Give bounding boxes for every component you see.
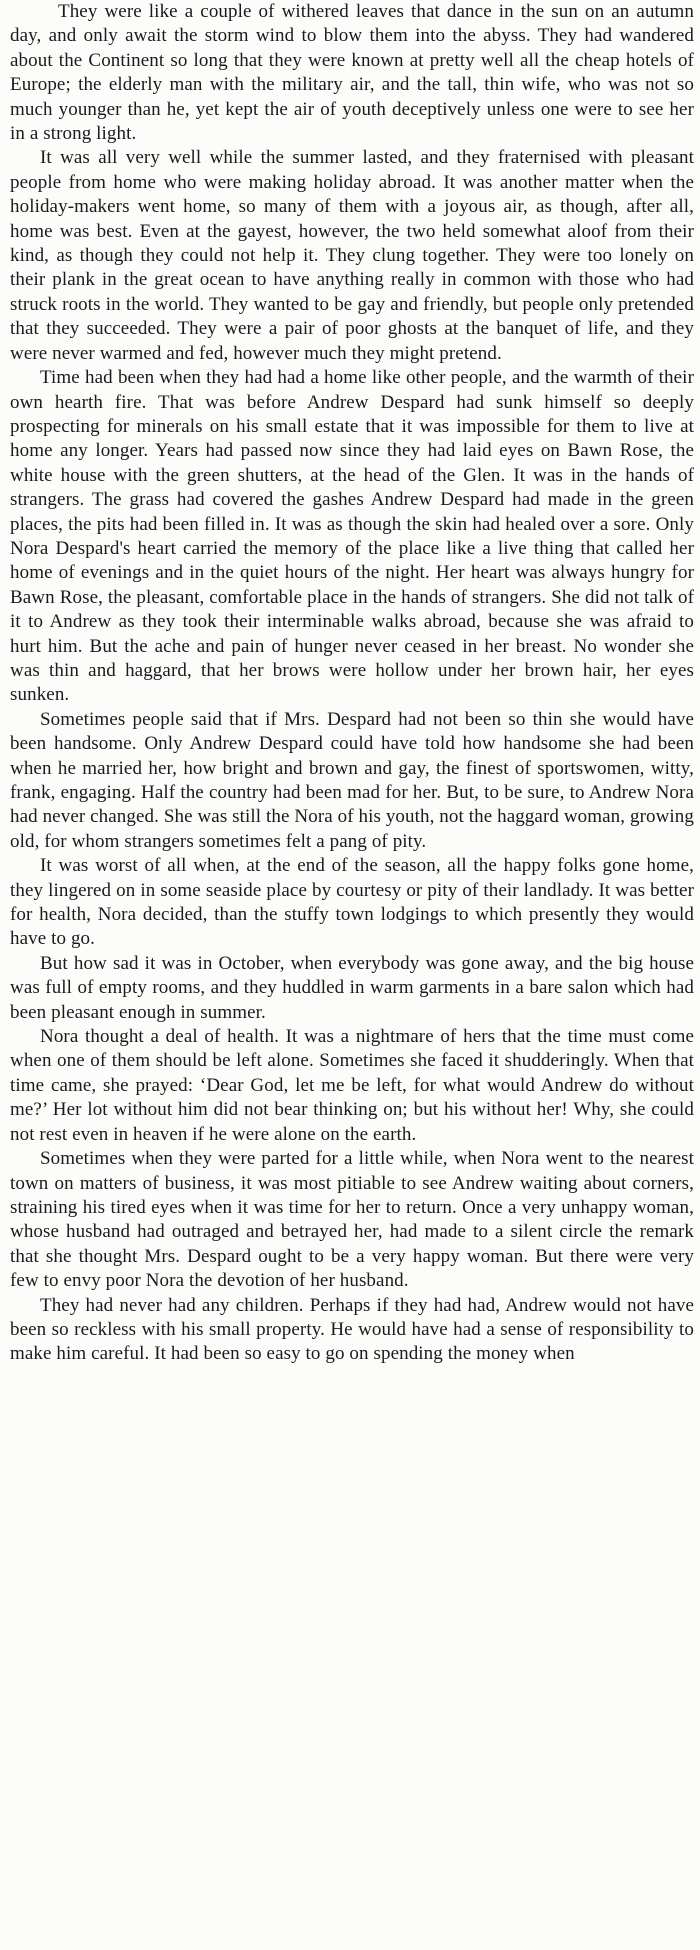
paragraph-1: They were like a couple of withered leaves that dance in the sun on an autumn day, and only await the storm wind to blow them into the abyss. They had wandered about the Continent so long that they were known at pretty well all the cheap hotels of Europe; the elderly man with the military air, and the tall, thin wife, who was not so much younger than he, yet kept the air of youth deceptively unless one were to see her in a strong light. — [10, 1, 694, 145]
paragraph-9: They had never had any children. Perhaps if they had had, Andrew would not have been so reckless with his small property. He would have had a sense of responsibility to make him careful. It had been so easy to go on spending the money when — [10, 1294, 694, 1365]
paragraph-8: Sometimes when they were parted for a little while, when Nora went to the nearest town on matters of business, it was most pitiable to see Andrew waiting about corners, straining his tired eyes when it was time for her to return. Once a very unhappy woman, whose husband had outraged and betrayed her, had made to a silent circle the remark that she thought Mrs. Despard ought to be a very happy woman. But there were very few to envy poor Nora the devotion of her husband. — [10, 1148, 694, 1292]
paragraph-4: Sometimes people said that if Mrs. Despard had not been so thin she would have been handsome. Only Andrew Despard could have told how handsome she had been when he married her, how bright and brown and gay, the finest of sportswomen, witty, frank, engaging. Half the country had been mad for her. But, to be sure, to Andrew Nora had never changed. She was still the Nora of his youth, not the haggard woman, growing old, for whom strangers sometimes felt a pang of pity. — [10, 708, 694, 852]
story-text — [10, 0, 694, 1367]
paragraph-5: It was worst of all when, at the end of the season, all the happy folks gone home, they lingered on in some seaside place by courtesy or pity of their landlady. It was better for health, Nora decided, than the stuffy town lodgings to which presently they would have to go. — [10, 855, 694, 950]
paragraph-3: Time had been when they had had a home like other people, and the warmth of their own hearth fire. That was before Andrew Despard had sunk himself so deeply prospecting for minerals on his small estate that it was impossible for them to live at home any longer. Years had passed now since they had laid eyes on Bawn Rose, the white house with the green shutters, at the head of the Glen. It was in the hands of strangers. The grass had covered the gashes Andrew Despard had made in the green places, the pits had been filled in. It was as though the skin had healed over a sore. Only Nora Despard's heart carried the memory of the place like a live thing that called her home of evenings and in the quiet hours of the night. Her heart was always hungry for Bawn Rose, the pleasant, comfortable place in the hands of strangers. She did not talk of it to Andrew as they took their interminable walks abroad, because she was afraid to hurt him. But the ache and pain of hunger never ceased in her breast. No wonder she was thin and haggard, that her brows were hollow under her brown hair, her eyes sunken. — [10, 367, 694, 706]
paragraph-2: It was all very well while the summer lasted, and they fraternised with pleasant people from home who were making holiday abroad. It was another matter when the holiday-makers went home, so many of them with a joyous air, as though, after all, home was best. Even at the gayest, however, the two held somewhat aloof from their kind, as though they could not help it. They clung together. They were too lonely on their plank in the great ocean to have anything really in common with those who had struck roots in the world. They wanted to be gay and friendly, but people only pretended that they succeeded. They were a pair of poor ghosts at the banquet of life, and they were never warmed and fed, however much they might pretend. — [10, 147, 694, 364]
paragraph-7: Nora thought a deal of health. It was a nightmare of hers that the time must come when one of them should be left alone. Sometimes she faced it shudderingly. When that time came, she prayed: ‘Dear God, let me be left, for what would Andrew do without me?’ Her lot without him did not bear thinking on; but his without her! Why, she could not rest even in heaven if he were alone on the earth. — [10, 1026, 694, 1145]
paragraph-6: But how sad it was in October, when everybody was gone away, and the big house was full of empty rooms, and they huddled in warm garments in a bare salon which had been pleasant enough in summer. — [10, 952, 694, 1023]
